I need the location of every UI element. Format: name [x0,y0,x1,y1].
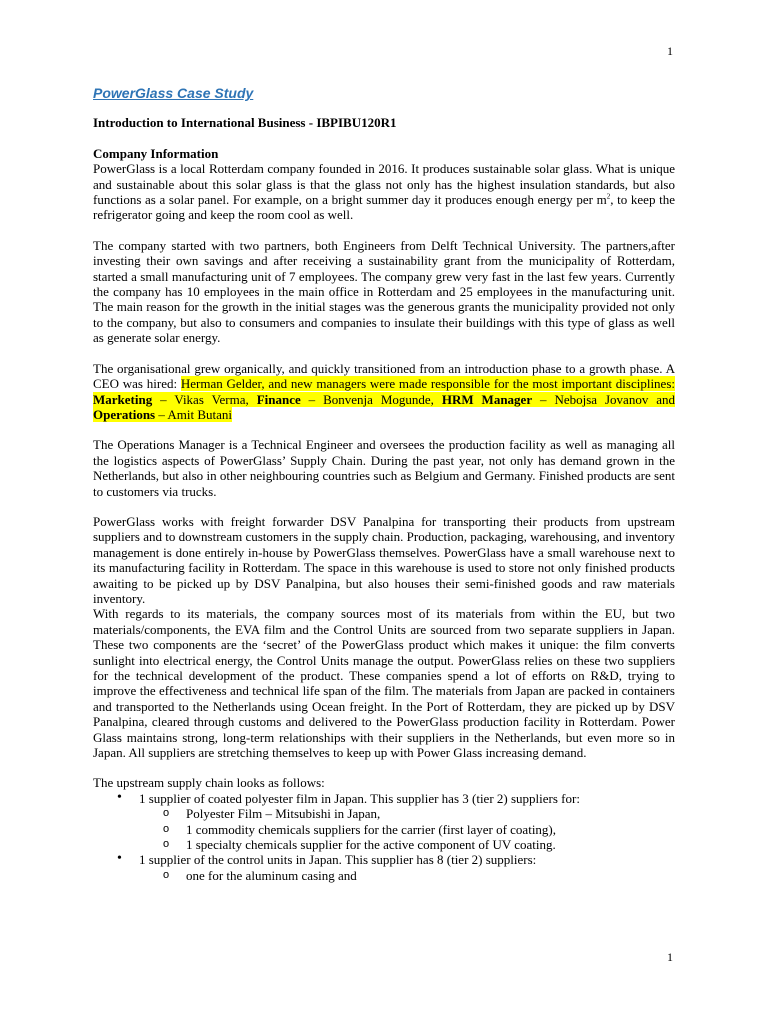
sub-list-item: o 1 commodity chemicals suppliers for the carrier (first layer of coating), [139,822,675,837]
para1-text-b: , to keep the refrigerator going and keep the room cool as well. [93,192,675,223]
hl-text-managers: Herman Gelder, and new managers were made responsible for the most important disciplines: [180,376,675,392]
role-hrm: HRM Manager [441,391,533,407]
paragraph-logistics: PowerGlass works with freight forwarder DSV Panalpina for transporting their products from upstream suppliers and to downstream customers in the supply chain. Production, packaging, warehousing, and inventory management is done entirely in-house by PowerGlass themselves. PowerGlass have a small warehouse next to its manufacturing facility in Rotterdam. The space in this warehouse is used to store not only finished products awaiting to be picked up by DSV Panalpina, but also houses their semi-finished goods and raw materials inventory. [93,513,675,606]
paragraph-materials: With regards to its materials, the company sources most of its materials from within the EU, but two materials/components, the EVA film and the Control Units are sourced from two separate suppliers in Japan. These two components are the ‘secret’ of the PowerGlass product which makes it unique: the film converts sunlight into electrical energy, the Control Units manage the output. PowerGlass relies on these two suppliers for the technical development of the product. These companies spend a lot of efforts on R&D, trying to improve the effectiveness and technical life span of the film. The materials from Japan are packed in containers and transported to the Netherlands using Ocean freight. In the Port of Rotterdam, they are picked up by DSV Panalpina, cleared through customs and delivered to the PowerGlass production facility in Rotterdam. Power Glass maintains strong, long-term relationships with their suppliers in the Netherlands, but even more so in Japan. All suppliers are stretching themselves to keep up with Power Glass increasing demand. [93,606,675,761]
para1-text-a: PowerGlass is a local Rotterdam company founded in 2016. It produces sustainable solar glass. What is unique and sustainable about this solar glass is that the glass not only has the highest insulation standards, but also functions as a solar panel. For example, on a bright summer day it produces enough energy per m [93,161,675,208]
page-number-top: 1 [667,44,673,58]
sub-list-item: o Polyester Film – Mitsubishi in Japan, [139,806,675,821]
sub-list [139,868,675,883]
sub-list-item: o one for the aluminum casing and [139,868,675,883]
supply-chain-intro: The upstream supply chain looks as follows: [93,775,325,791]
highlighted-management-text [93,376,675,422]
paragraph-company-intro [93,161,675,223]
list-item [93,791,675,853]
paragraph-organisation [93,361,675,423]
name-marketing: – Vikas Verma, [152,391,257,407]
paragraph-company-history: The company started with two partners, both Engineers from Delft Technical University. The partners,after investing their own savings and after receiving a sustainability grant from the municipality of Rotterdam, started a small manufacturing unit of 7 employees. The company grew very fast in the last few years. Currently the company has 10 employees in the main office in Rotterdam and 25 employees in the manufacturing unit. The main reason for the growth in the initial stages was the generous grants the municipality provided not only to the company, but also to consumers and companies to insulate their buildings with this type of glass as well as generate solar energy. [93,237,675,346]
sub-list-item: o 1 specialty chemicals supplier for the active component of UV coating. [139,837,675,852]
para3-intro: The organisational grew organically, and quickly transitioned from an introduction phase to a growth phase. A CEO was hired: [93,360,675,392]
role-finance: Finance [256,391,301,407]
list-item-text: 1 supplier of the control units in Japan. This supplier has 8 (tier 2) suppliers: [139,852,537,868]
sub-list [139,806,675,852]
document-body [93,86,675,883]
name-operations: – Amit Butani [155,406,233,422]
role-marketing: Marketing [93,391,153,407]
name-hrm: – Nebojsa Jovanov and [532,391,676,407]
role-operations: Operations [93,406,156,422]
page-number-bottom: 1 [667,950,673,964]
document-title[interactable]: PowerGlass Case Study [93,85,254,101]
superscript-2: 2 [606,192,611,201]
course-heading: Introduction to International Business - IBPIBU120R1 [93,115,397,131]
list-item-text: 1 supplier of coated polyester film in Japan. This supplier has 3 (tier 2) suppliers for: [139,790,580,806]
name-finance: – Bonvenja Mogunde, [300,391,442,407]
paragraph-operations-manager: The Operations Manager is a Technical Engineer and oversees the production facility as well as managing all the logistics aspects of PowerGlass’ Supply Chain. During the past year, not only has demand grown in the Netherlands, but also in other neighbouring countries such as Belgium and Germany. Finished products are sent to customers via trucks. [93,437,675,499]
company-info-heading: Company Information [93,145,219,161]
list-item [93,852,675,883]
supply-chain-list [93,791,675,883]
